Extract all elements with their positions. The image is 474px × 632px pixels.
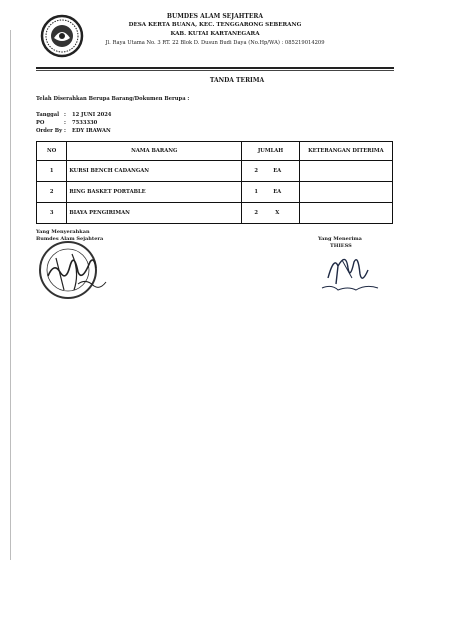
- row-qty-cell: [242, 203, 300, 224]
- order-value: EDY IRAWAN: [72, 128, 111, 134]
- row-no: 3: [37, 203, 67, 224]
- items-table: [36, 141, 393, 224]
- letterhead-rule-thin: [36, 70, 394, 71]
- sender-label: Yang Menyerahkan: [36, 229, 90, 235]
- org-address: Jl. Raya Utama No. 3 RT. 22 Blok D. Dusun Budi Daya (No.Hp/WA) : 085219014209: [105, 40, 325, 46]
- header-name: NAMA BARANG: [67, 142, 242, 161]
- received-intro: Telah Diserahkan Berupa Barang/Dokumen Berupa :: [36, 96, 190, 102]
- row-name: RING BASKET PORTABLE: [67, 182, 242, 203]
- date-row: [36, 112, 111, 118]
- row-name: KURSI BENCH CADANGAN: [67, 161, 242, 182]
- letterhead-rule: [36, 67, 394, 69]
- sender-org: Bumdes Alam Sejahtera: [36, 236, 104, 242]
- stamp-signature-image: [34, 232, 114, 302]
- table-row: [37, 161, 393, 182]
- header-note: KETERANGAN DITERIMA: [299, 142, 392, 161]
- row-qty-cell: [242, 161, 300, 182]
- header-qty: JUMLAH: [242, 142, 300, 161]
- table-row: [37, 182, 393, 203]
- row-note: [299, 182, 392, 203]
- scan-edge: [10, 30, 11, 560]
- row-qty: 2: [254, 168, 259, 174]
- org-village: DESA KERTA BUANA, KEC. TENGGARONG SEBERANG: [128, 22, 302, 28]
- order-row: [36, 128, 111, 134]
- po-value: 7533330: [72, 120, 98, 126]
- row-note: [299, 161, 392, 182]
- order-colon: :: [64, 128, 66, 134]
- receiver-label: Yang Menerima: [318, 236, 362, 242]
- document-title: TANDA TERIMA: [209, 77, 265, 84]
- row-qty-cell: [242, 182, 300, 203]
- po-row: [36, 120, 97, 126]
- table-header-row: [37, 142, 393, 161]
- row-qty: 2: [254, 210, 259, 216]
- org-name: BUMDES ALAM SEJAHTERA: [166, 13, 264, 20]
- date-colon: :: [64, 112, 66, 118]
- row-unit: X: [275, 210, 280, 216]
- receiver-org: THIESS: [330, 243, 352, 249]
- date-label: Tanggal: [36, 112, 60, 118]
- row-name: BIAYA PENGIRIMAN: [67, 203, 242, 224]
- order-label: Order By: [36, 128, 63, 134]
- date-value: 12 JUNI 2024: [72, 112, 112, 118]
- row-qty: 1: [254, 189, 259, 195]
- header-no: NO: [37, 142, 67, 161]
- letterhead: [100, 12, 330, 48]
- org-regency: KAB. KUTAI KARTANEGARA: [170, 31, 260, 37]
- row-no: 2: [37, 182, 67, 203]
- row-unit: EA: [273, 189, 282, 195]
- receiver-signature-image: [308, 248, 388, 296]
- row-note: [299, 203, 392, 224]
- row-unit: EA: [273, 168, 282, 174]
- po-label: PO: [36, 120, 45, 126]
- po-colon: :: [64, 120, 66, 126]
- row-no: 1: [37, 161, 67, 182]
- organization-logo: [40, 14, 84, 58]
- table-row: [37, 203, 393, 224]
